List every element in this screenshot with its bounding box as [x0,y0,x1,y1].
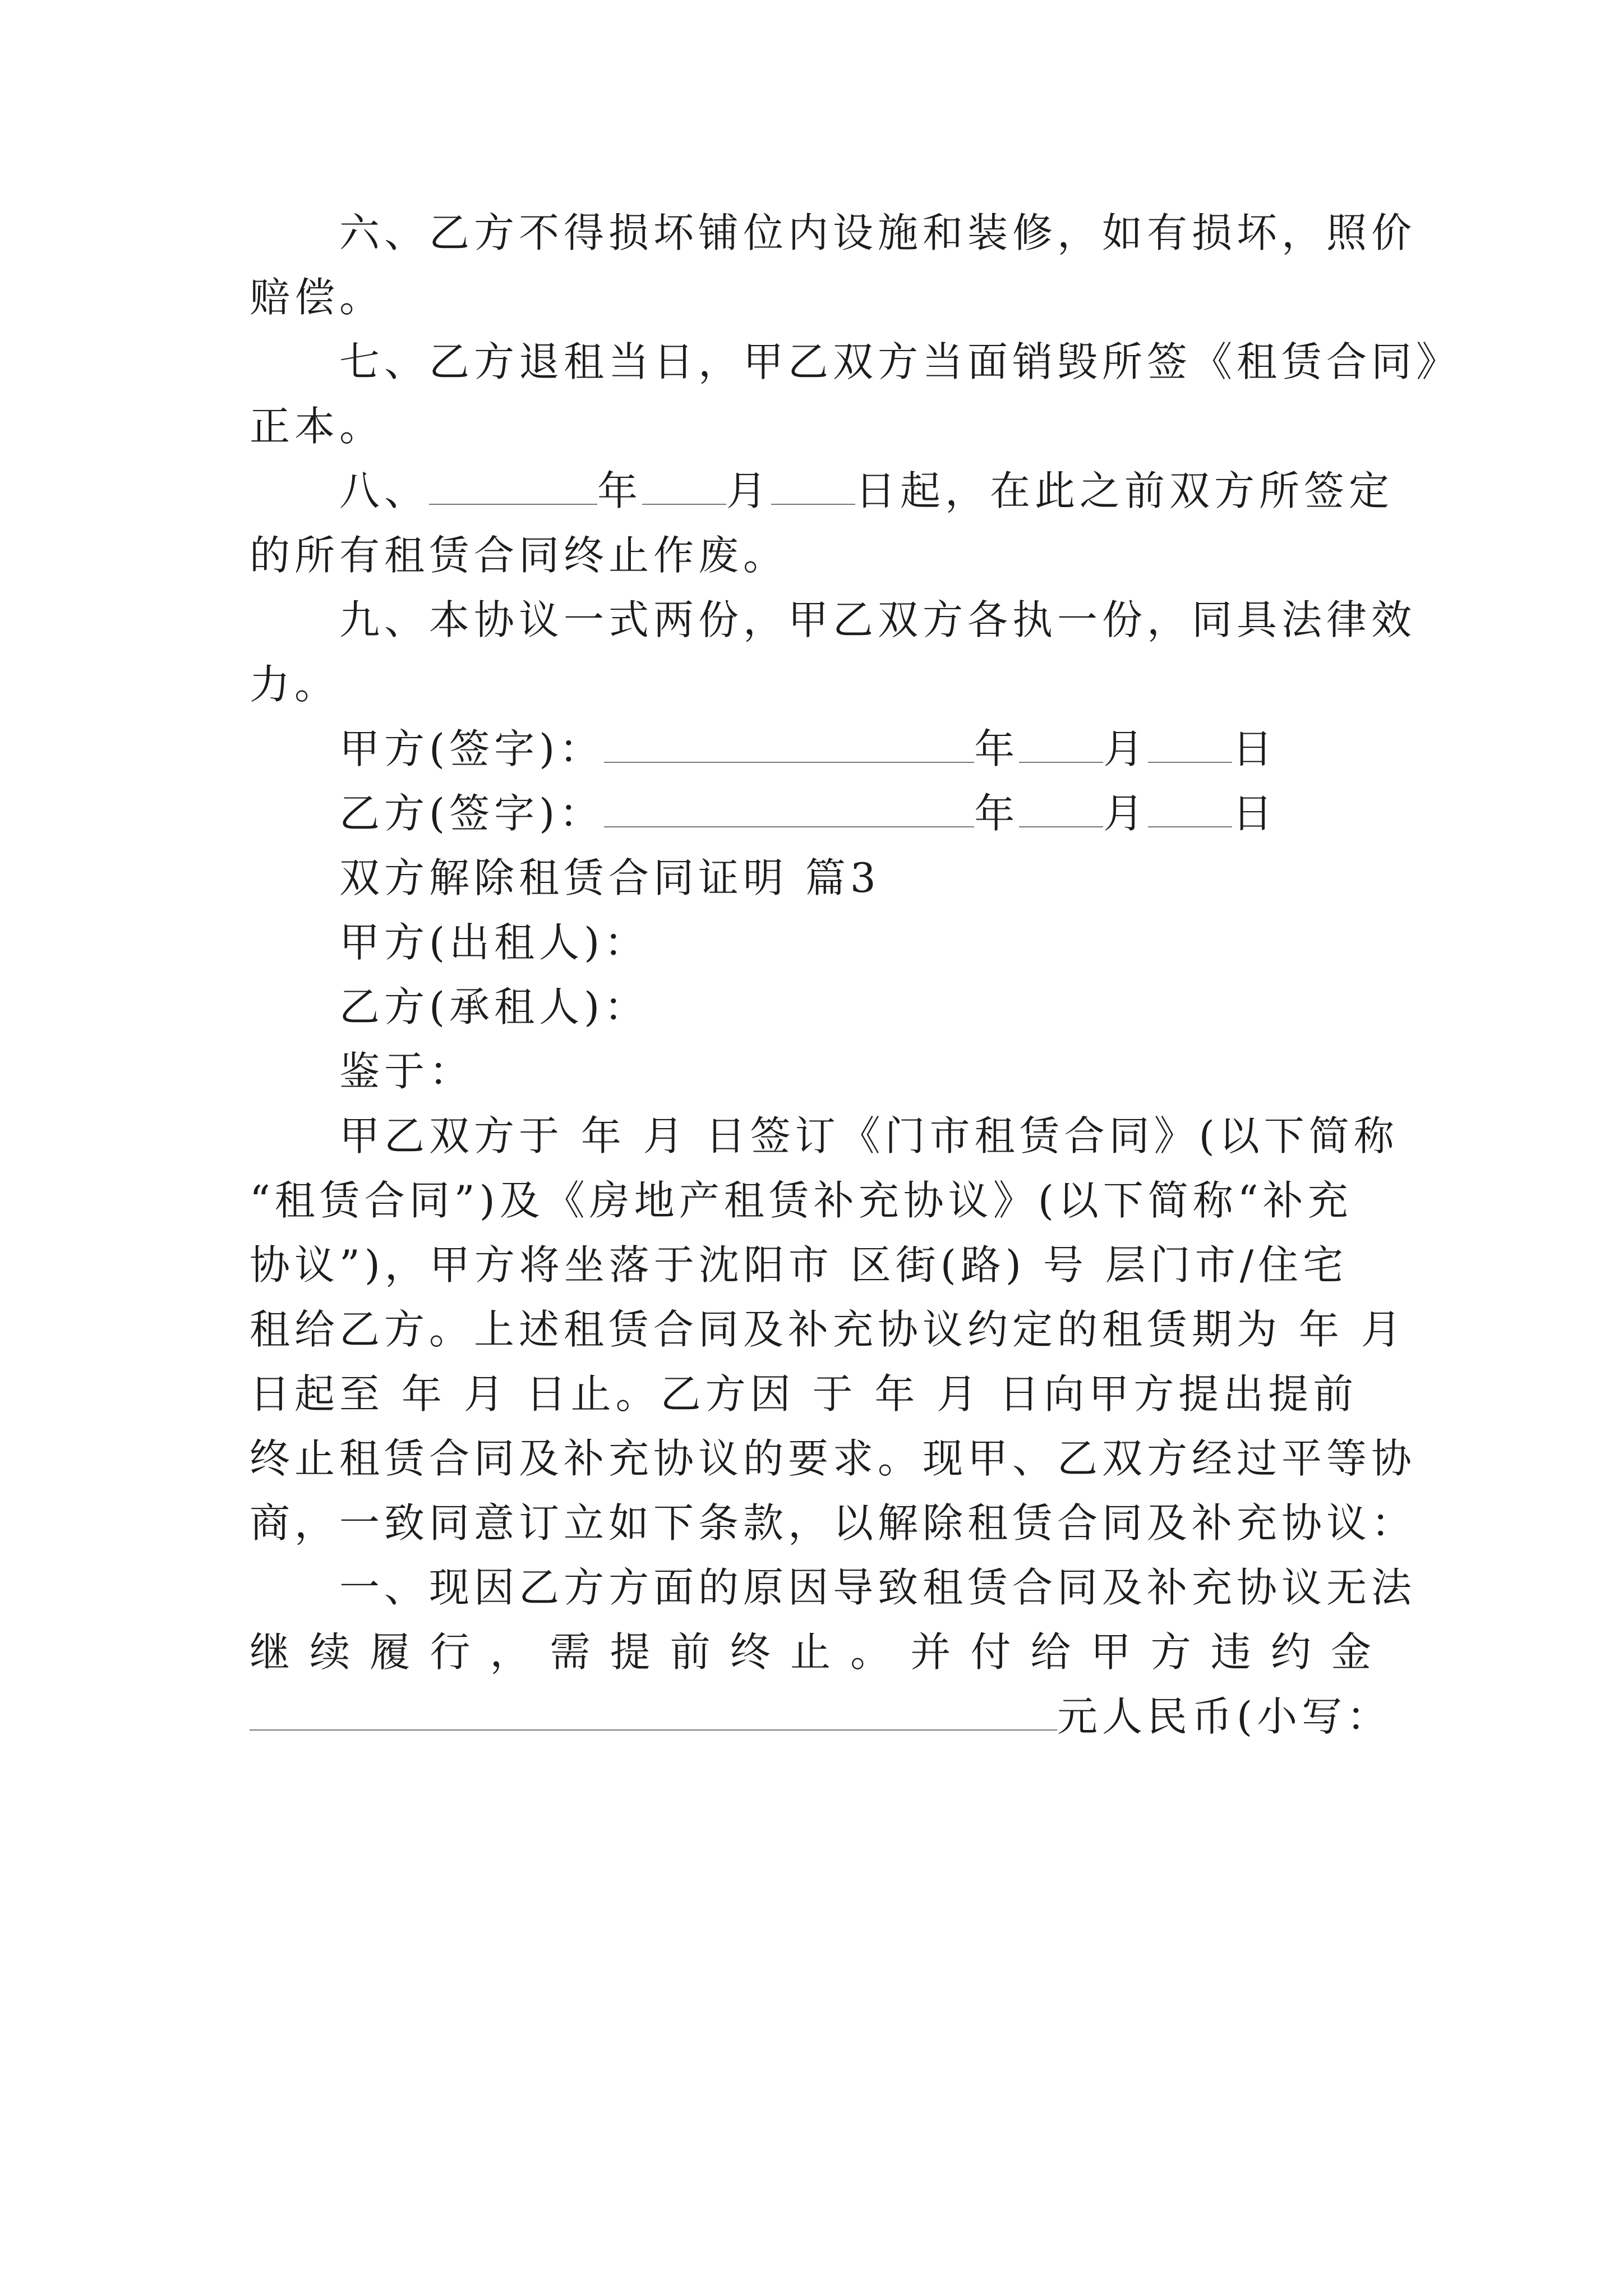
sign-b-day-blank [1148,790,1232,827]
para1-line3: 协议”)，甲方将坐落于沈阳市 区街(路) 号 层门市/住宅 [250,1241,1348,1289]
item8-month-blank [642,468,726,505]
sign-a-year: 年 [974,725,1020,772]
item8-month-label: 月 [726,467,772,514]
sign-a-month-blank [1019,726,1103,763]
penalty-amount-blank [250,1694,1057,1731]
sign-a-label: 甲方(签字)： [339,725,605,772]
party-b-label: 乙方(承租人)： [339,983,649,1030]
para1-line6: 终止租赁合同及补充协议的要求。现甲、乙双方经过平等协 [250,1435,1417,1482]
item6-line2: 赔偿。 [250,274,385,321]
whereas-label: 鉴于： [339,1048,474,1095]
clause1-line1: 一、现因乙方方面的原因导致租赁合同及补充协议无法 [339,1564,1417,1611]
clause1-line3 [250,1688,1391,1745]
item8-day-blank [771,468,855,505]
sign-b-day: 日 [1232,790,1278,837]
sign-a-day-blank [1148,726,1232,763]
item8-line1 [339,463,1394,519]
sign-a-day: 日 [1232,725,1278,772]
item7-line1: 七、乙方退租当日，甲乙双方当面销毁所签《租赁合同》 [339,338,1461,385]
clause1-line2: 继续履行，需提前终止。并付给甲方违约金 [250,1628,1382,1676]
sign-b-blank [604,790,974,827]
item9-line1: 九、本协议一式两份，甲乙双方各执一份，同具法律效 [339,596,1417,643]
item8-prefix: 八、 [339,467,430,514]
para1-line5: 日起至 年 月 日止。乙方因 于 年 月 日向甲方提出提前 [250,1370,1358,1418]
item8-suffix: 日起，在此之前双方所签定 [855,467,1394,514]
section-title: 双方解除租赁合同证明 篇3 [339,854,880,901]
sign-a-month: 月 [1103,725,1149,772]
item9-line2: 力。 [250,661,340,708]
item8-line2: 的所有租赁合同终止作废。 [250,532,789,579]
clause1-line3-text: 元人民币(小写： [1057,1693,1392,1740]
sign-a-blank [604,726,974,763]
sign-b-year: 年 [974,790,1020,837]
sign-b-month-blank [1019,790,1103,827]
para1-line7: 商，一致同意订立如下条款，以解除租赁合同及补充协议： [250,1499,1417,1547]
sign-b-month: 月 [1103,790,1149,837]
para1-line1: 甲乙双方于 年 月 日签订《门市租赁合同》(以下简称 [339,1112,1399,1159]
signature-line-a [339,721,1277,777]
item8-year-blank [429,468,597,505]
party-a-label: 甲方(出租人)： [339,919,649,966]
item8-year-label: 年 [597,467,643,514]
item6-line1: 六、乙方不得损坏铺位内设施和装修，如有损坏，照价 [339,209,1417,256]
para1-line2: “租赁合同”)及《房地产租赁补充协议》(以下简称“补充 [250,1177,1353,1224]
sign-b-label: 乙方(签字)： [339,790,605,837]
para1-line4: 租给乙方。上述租赁合同及补充协议约定的租赁期为 年 月 [250,1306,1406,1353]
item7-line2: 正本。 [250,403,385,450]
signature-line-b [339,785,1277,841]
